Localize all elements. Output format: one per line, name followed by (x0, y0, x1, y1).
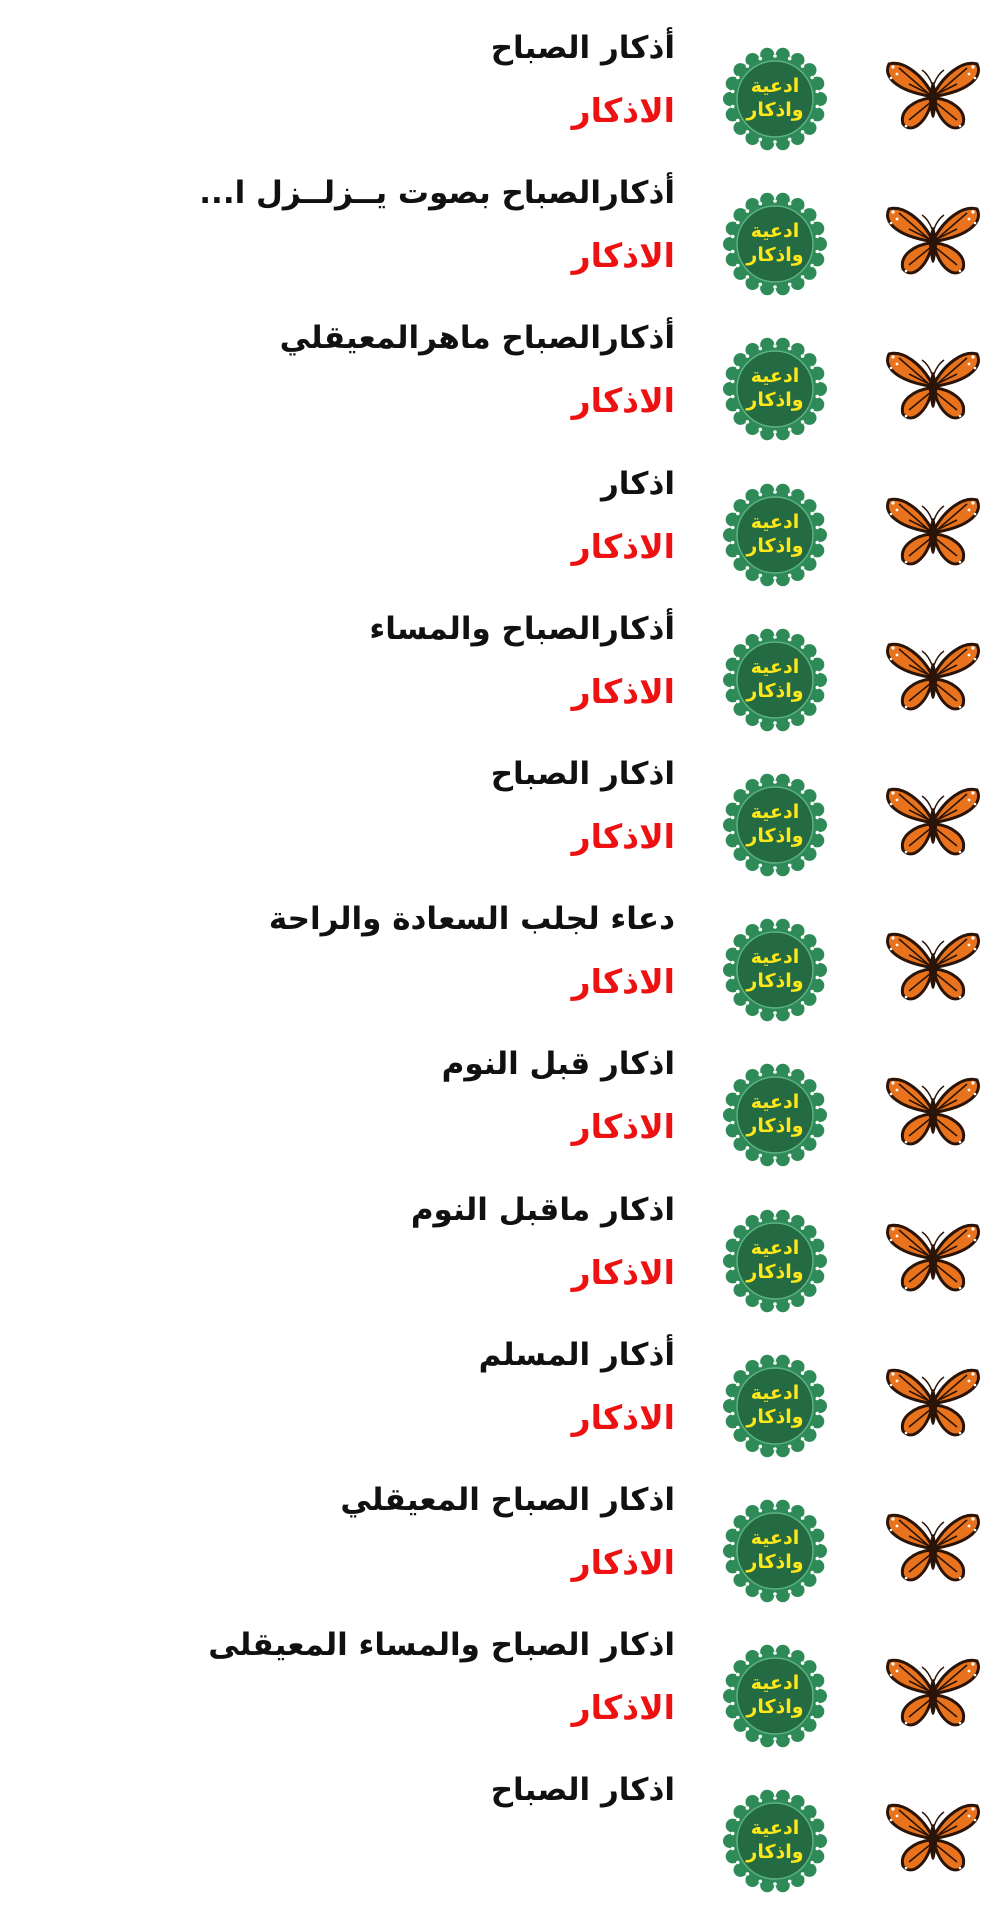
butterfly-icon (885, 1361, 981, 1445)
adhkar-badge-icon (723, 1354, 827, 1458)
adhkar-badge-icon (723, 192, 827, 296)
badge-text-line1: ادعية (750, 655, 800, 678)
adhkar-badge-icon (723, 1789, 827, 1893)
list-item[interactable] (0, 891, 1000, 1036)
item-category: الاذكار (571, 1252, 675, 1292)
item-title: اذكار الصباح (490, 1772, 675, 1809)
item-category: الاذكار (571, 1397, 675, 1437)
badge-text-line1: ادعية (750, 1091, 800, 1114)
badge-text-line1: ادعية (750, 75, 800, 97)
item-title: دعاء لجلب السعادة والراحة (268, 901, 675, 938)
list-item[interactable] (0, 310, 1000, 455)
adhkar-badge-icon (723, 1063, 827, 1167)
badge-text-line2: واذكار (746, 534, 804, 557)
badge-text-line2: واذكار (746, 679, 804, 702)
badge-text-line2: واذكار (746, 1551, 804, 1573)
badge-text-line2: واذكار (746, 99, 804, 121)
butterfly-icon (885, 780, 981, 864)
item-title: أذكارالصباح والمساء (369, 610, 675, 647)
item-title: اذكار الصباح المعيقلي (340, 1482, 675, 1518)
list-item[interactable] (0, 1617, 1000, 1762)
adhkar-badge-icon (723, 483, 827, 587)
butterfly-icon (885, 1070, 981, 1154)
item-category: الاذكار (571, 236, 675, 276)
adhkar-badge-icon (723, 918, 827, 1022)
list-item[interactable] (0, 746, 1000, 891)
badge-text-line2: واذكار (746, 389, 804, 412)
item-category: الاذكار (571, 817, 675, 856)
adhkar-badge-icon (723, 773, 827, 877)
item-category: الاذكار (571, 91, 675, 130)
badge-text-line1: ادعية (750, 510, 800, 533)
butterfly-icon (885, 1216, 981, 1300)
badge-text-line2: واذكار (746, 1696, 804, 1719)
butterfly-icon (885, 1796, 981, 1880)
badge-text-line1: ادعية (750, 1381, 800, 1404)
list-item[interactable] (0, 20, 1000, 165)
badge-text-line1: ادعية (750, 1817, 800, 1840)
item-category: الاذكار (571, 962, 675, 1002)
list-item[interactable] (0, 1182, 1000, 1327)
badge-text-line1: ادعية (750, 365, 800, 388)
badge-text-line1: ادعية (750, 220, 800, 243)
list-item[interactable] (0, 1472, 1000, 1617)
item-title: أذكارالصباح بصوت يــزلــزل ا... (199, 175, 675, 212)
badge-text-line2: واذكار (746, 244, 804, 267)
list-item[interactable] (0, 1327, 1000, 1472)
item-title: أذكار الصباح (490, 30, 675, 66)
item-category: الاذكار (571, 1543, 675, 1582)
badge-text-line2: واذكار (746, 1405, 804, 1428)
adhkar-badge-icon (723, 1499, 827, 1603)
badge-text-line2: واذكار (746, 970, 804, 993)
item-title: اذكار قبل النوم (441, 1046, 675, 1083)
badge-text-line1: ادعية (750, 801, 800, 823)
badge-text-line1: ادعية (750, 1672, 800, 1695)
butterfly-icon (885, 54, 981, 138)
badge-text-line2: واذكار (746, 1841, 804, 1864)
adhkar-badge-icon (723, 337, 827, 441)
list-item[interactable] (0, 456, 1000, 601)
badge-text-line2: واذكار (746, 1115, 804, 1138)
adhkar-badge-icon (723, 628, 827, 732)
list-item[interactable] (0, 601, 1000, 746)
adhkar-badge-icon (723, 1644, 827, 1748)
adhkar-badge-icon (723, 47, 827, 151)
item-category: الاذكار (571, 381, 675, 421)
adhkar-badge-icon (723, 1209, 827, 1313)
badge-text-line1: ادعية (750, 946, 800, 969)
badge-text-line1: ادعية (750, 1236, 800, 1259)
item-category: الاذكار (571, 671, 675, 711)
badge-text-line1: ادعية (750, 1527, 800, 1549)
list-item[interactable] (0, 165, 1000, 310)
item-title: أذكارالصباح ماهرالمعيقلي (279, 320, 675, 357)
item-title: اذكار ماقبل النوم (410, 1191, 675, 1228)
item-category: الاذكار (571, 1688, 675, 1728)
item-title: اذكار الصباح (490, 756, 675, 792)
list-item[interactable] (0, 1036, 1000, 1181)
butterfly-icon (885, 1651, 981, 1735)
butterfly-icon (885, 635, 981, 719)
butterfly-icon (885, 490, 981, 574)
item-title: اذكار (600, 465, 675, 502)
item-title: اذكار الصباح والمساء المعيقلى (208, 1627, 675, 1664)
butterfly-icon (885, 925, 981, 1009)
item-category: الاذكار (571, 526, 675, 566)
badge-text-line2: واذكار (746, 825, 804, 847)
item-category: الاذكار (571, 1107, 675, 1147)
butterfly-icon (885, 344, 981, 428)
butterfly-icon (885, 199, 981, 283)
list-item[interactable] (0, 1762, 1000, 1907)
butterfly-icon (885, 1506, 981, 1590)
item-title: أذكار المسلم (478, 1336, 675, 1373)
badge-text-line2: واذكار (746, 1260, 804, 1283)
